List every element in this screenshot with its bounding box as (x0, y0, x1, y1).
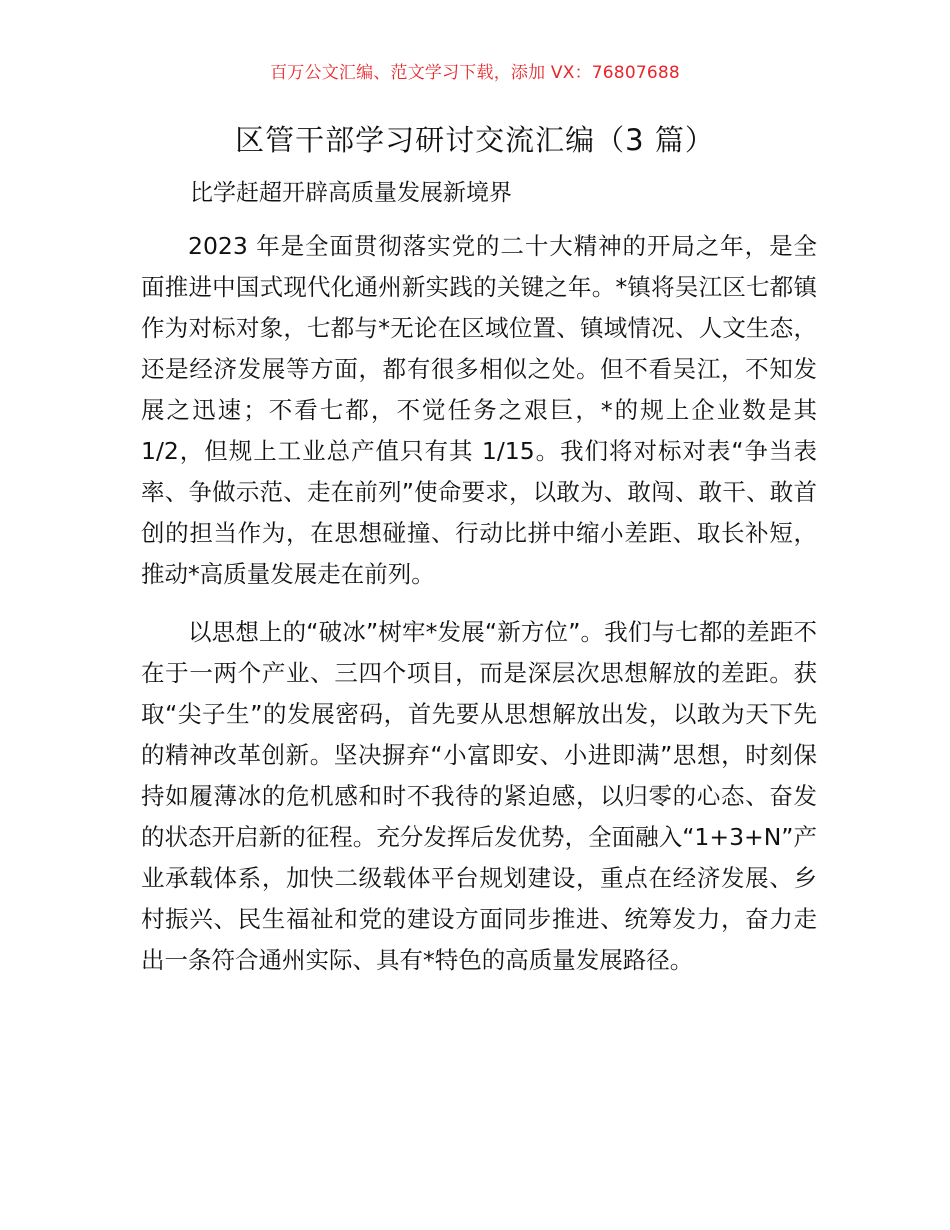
paragraph: 2023 年是全面贯彻落实党的二十大精神的开局之年，是全面推进中国式现代化通州新实践的关键之年。*镇将吴江区七都镇作为对标对象，七都与*无论在区域位置、镇域情况、人文生态，还是经济发展等方面，都有很多相似之处。但不看吴江，不知发展之迅速；不看七都，不觉任务之艰巨，*的规上企业数是其 1/2，但规上工业总产值只有其 1/15。我们将对标对表“争当表率、争做示范、走在前列”使命要求，以敢为、敢闯、敢干、敢首创的担当作为，在思想碰撞、行动比拼中缩小差距、取长补短，推动*高质量发展走在前列。 (141, 232, 817, 588)
document-body (141, 226, 817, 998)
header-banner: 百万公文汇编、范文学习下载，添加 VX：76807688 (270, 63, 680, 83)
document-title: 区管干部学习研讨交流汇编（3 篇） (235, 123, 715, 157)
document-subtitle: 比学赶超开辟高质量发展新境界 (190, 180, 512, 206)
paragraph: 以思想上的“破冰”树牢*发展“新方位”。我们与七都的差距不在于一两个产业、三四个项目，而是深层次思想解放的差距。获取“尖子生”的发展密码，首先要从思想解放出发，以敢为天下先的精神改革创新。坚决摒弃“小富即安、小进即满”思想，时刻保持如履薄冰的危机感和时不我待的紧迫感，以归零的心态、奋发的状态开启新的征程。充分发挥后发优势，全面融入“1+3+N”产业承载体系，加快二级载体平台规划建设，重点在经济发展、乡村振兴、民生福祉和党的建设方面同步推进、统筹发力，奋力走出一条符合通州实际、具有*特色的高质量发展路径。 (141, 618, 817, 974)
